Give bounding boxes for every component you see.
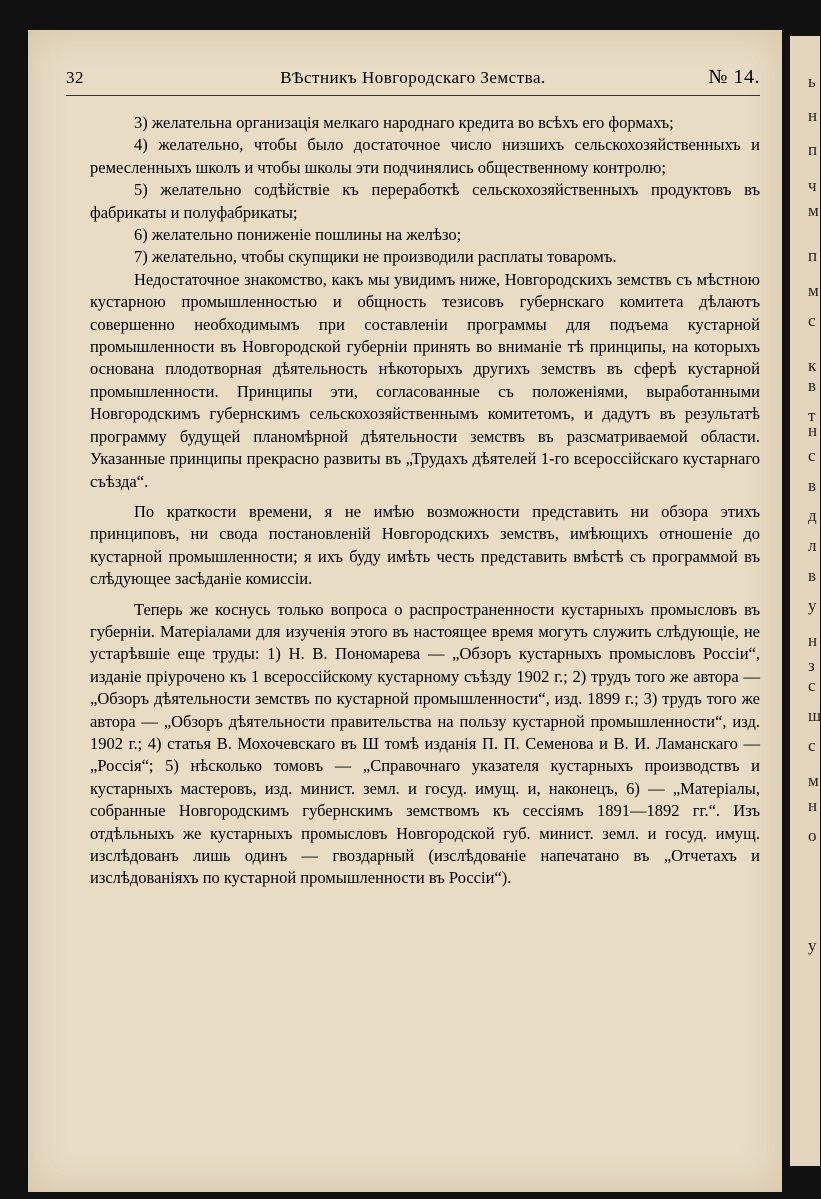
adjacent-page-glyph: в — [808, 376, 817, 395]
adjacent-page-glyph: м — [808, 281, 819, 300]
page-header — [66, 68, 760, 90]
adjacent-page-glyph: н — [808, 421, 818, 440]
adjacent-page-glyph: в — [808, 566, 817, 585]
adjacent-page-glyph: у — [808, 596, 817, 615]
journal-title: ВѢстникъ Новгородскаго Земства. — [280, 68, 546, 87]
adjacent-page-glyph: о — [808, 826, 817, 845]
paragraph: Недостаточное знакомство, какъ мы увидимъ ниже, Новгородскихъ земствъ съ мѣстною кустарною промышленностью и общность тезисовъ губернскаго комитета дѣлаютъ совершенно необходимымъ при составленіи программы для подъема кустарной промышленности въ Новгородской губерніи принять во вниманіе тѣ принципы, на которыхъ основана плодотворная дѣятельность нѣкоторыхъ другихъ земствъ въ сферѣ кустарной промышленности. Принципы эти, согласованные съ положеніями, выработанными Новгородскимъ губернскимъ сельскохозяйственнымъ комитетомъ, и дадутъ въ результатѣ программу будущей планомѣрной дѣятельности земствъ въ разсматриваемой области. Указанные принципы прекрасно развиты въ „Трудахъ дѣятелей 1-го всероссійскаго кустарнаго съѣзда“. — [90, 269, 760, 491]
adjacent-page-glyph: с — [808, 311, 816, 330]
adjacent-page-glyph: с — [808, 446, 816, 465]
issue-number: № 14. — [708, 66, 760, 88]
list-item: 6) желательно пониженіе пошлины на желѣзо; — [134, 225, 462, 245]
adjacent-page-glyph: н — [808, 796, 818, 815]
adjacent-page-glyph: н — [808, 106, 818, 125]
article-body — [90, 112, 760, 890]
list-item: 7) желательно, чтобы скупщики не производили расплаты товаромъ. — [134, 247, 617, 267]
adjacent-page-glyph: д — [808, 506, 817, 525]
adjacent-page-glyph: у — [808, 936, 817, 955]
adjacent-page-glyph: ь — [808, 72, 816, 91]
adjacent-page-glyph: м — [808, 201, 819, 220]
adjacent-page-glyph: т — [808, 406, 816, 425]
adjacent-page-glyph: з — [808, 656, 815, 675]
adjacent-page-glyph: ч — [808, 176, 817, 195]
adjacent-page-glyph: н — [808, 631, 818, 650]
adjacent-page-glyph: к — [808, 356, 817, 375]
adjacent-page-glyph: ш — [808, 706, 821, 725]
adjacent-page-glyph: п — [808, 246, 818, 265]
adjacent-page-edge — [790, 36, 820, 1166]
adjacent-page-glyph: л — [808, 536, 817, 555]
paragraph: По краткости времени, я не имѣю возможности представить ни обзора этихъ принциповъ, ни свода постановленій Новгородскихъ земствъ, имѣющихъ отношеніе до кустарной промышленности; я ихъ буду имѣть честь представить вмѣстѣ съ программой въ слѣдующее засѣданіе комиссіи. — [90, 501, 760, 589]
paragraph: Теперь же коснусь только вопроса о распространенности кустарныхъ промысловъ въ губерніи. Матеріалами для изученія этого въ настоящее время могутъ служить слѣдующіе, не устарѣвшіе еще труды: 1) Н. В. Пономарева — „Обзоръ кустарныхъ промысловъ Россіи“, изданіе пріурочено къ 1 всероссійскому кустарному съѣзду 1902 г.; 2) трудъ того же автора — „Обзоръ дѣятельности земствъ по кустарной промышленности“, изд. 1899 г.; 3) трудъ того же автора — „Обзоръ дѣятельности правительства на пользу кустарной промышленности“, изд. 1902 г.; 4) статья В. Мохочевскаго въ Ш томѣ изданія П. П. Семенова и В. И. Ламанскаго — „Россія“; 5) нѣсколько томовъ — „Справочнаго указателя кустарныхъ производствъ и кустарныхъ мастеровъ, изд. минист. земл. и госуд. имущ. и, наконецъ, 6) — „Матеріалы, собранные Новгородскимъ губернскимъ земствомъ къ сессіямъ 1891—1892 гг.“. Изъ отдѣльныхъ же кустарныхъ промысловъ Новгородской губ. минист. земл. и госуд. имущ. изслѣдованъ лишь одинъ — гвоздарный (изслѣдованіе напечатано въ „Отчетахъ и изслѣдованіяхъ по кустарной промышленности въ Россіи“). — [90, 599, 760, 888]
adjacent-page-glyph: с — [808, 676, 816, 695]
page-number: 32 — [66, 68, 84, 87]
adjacent-page-glyph: п — [808, 140, 818, 159]
header-rule — [66, 95, 760, 96]
adjacent-page-glyph: с — [808, 736, 816, 755]
list-item: 4) желательно, чтобы было достаточное число низшихъ сельскохозяйственныхъ и ремесленныхъ школъ и чтобы школы эти подчинялись общественному контролю; — [90, 135, 760, 177]
list-item: 3) желательна организація мелкаго народнаго кредита во всѣхъ его формахъ; — [134, 113, 674, 132]
adjacent-page-glyph: в — [808, 476, 817, 495]
numbered-list — [90, 112, 760, 269]
adjacent-page-glyph: м — [808, 771, 819, 790]
list-item: 5) желательно содѣйствіе къ переработкѣ сельскохозяйственныхъ продуктовъ въ фабрикаты и полуфабрикаты; — [90, 180, 760, 222]
